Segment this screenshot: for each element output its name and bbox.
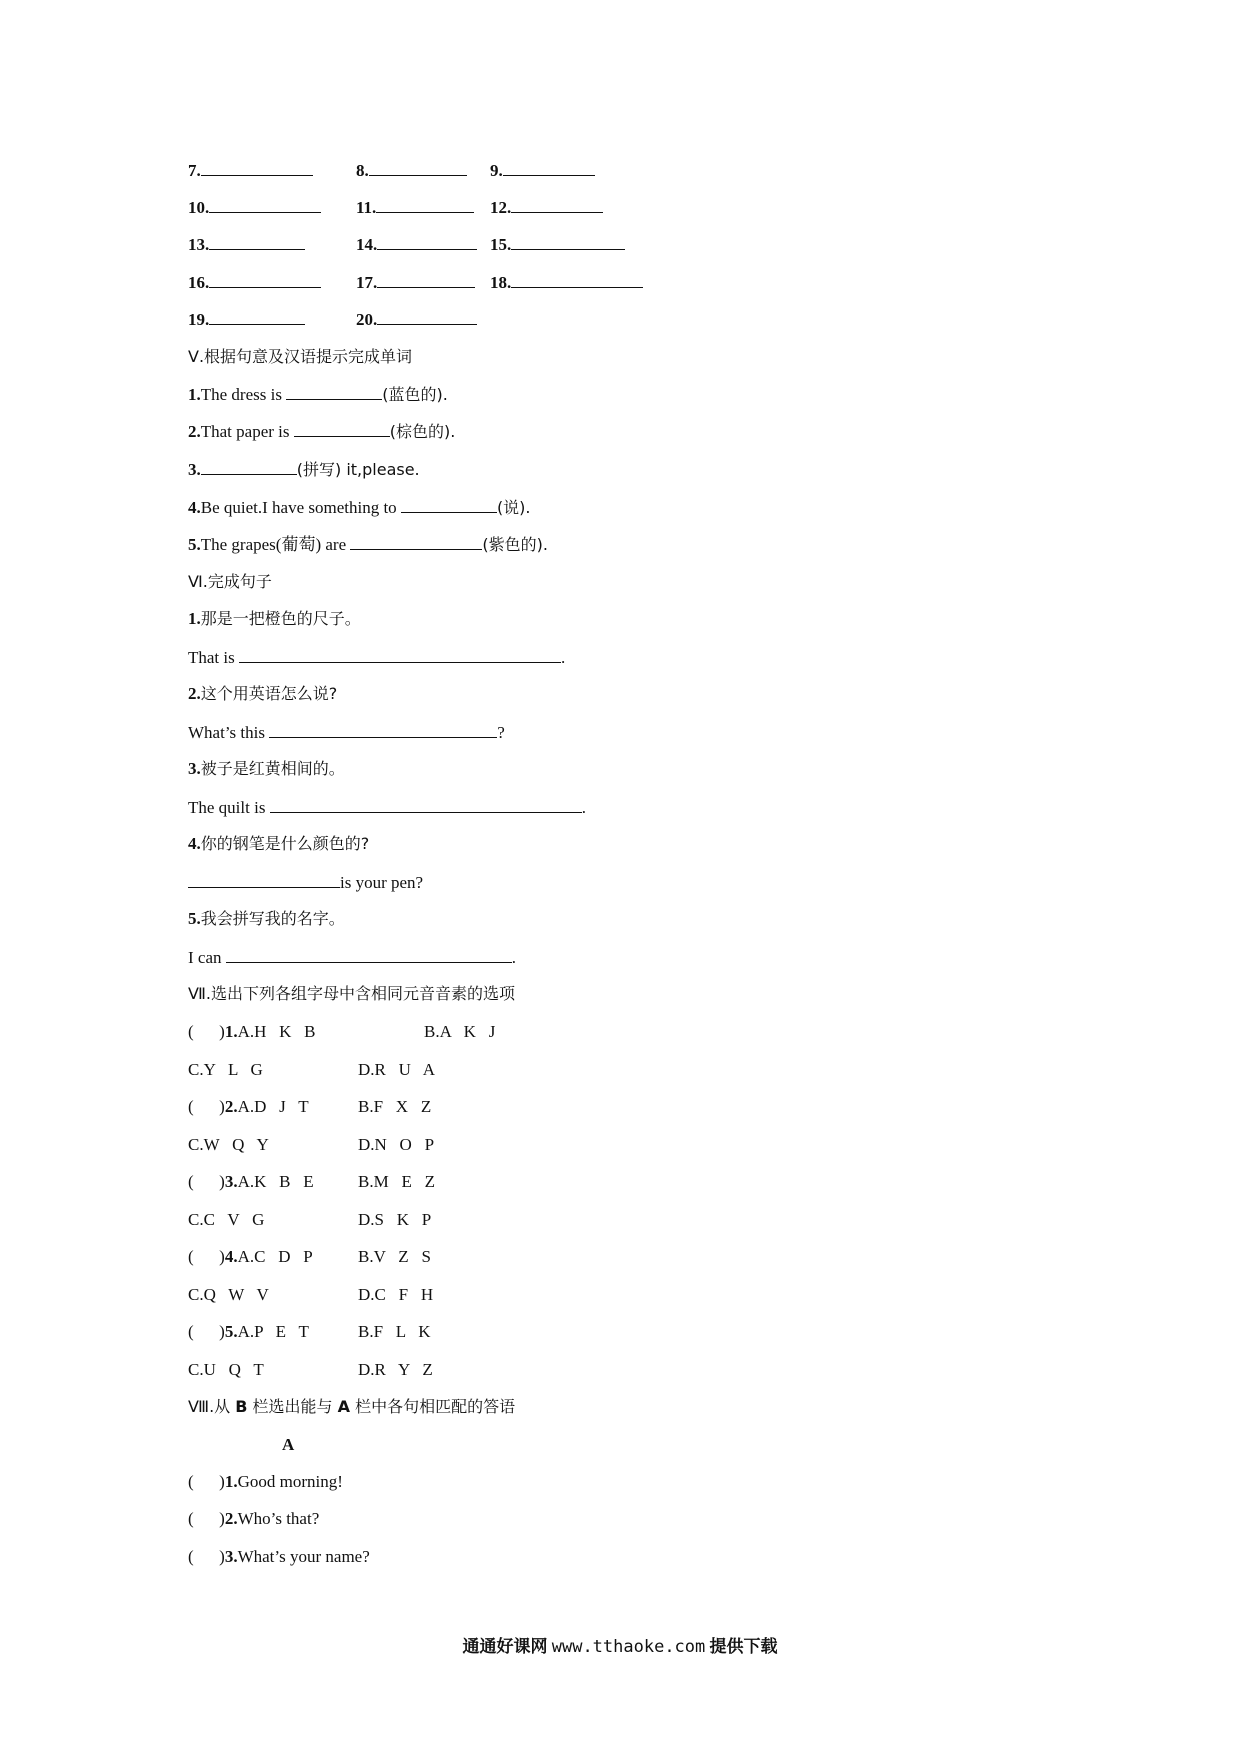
footer-site: 通通好课网 [462,1637,548,1657]
option-c: C.W Q Y [188,1135,269,1154]
item-number: 2. [224,1097,238,1116]
fill-word-item [188,458,420,481]
answer-blank[interactable] [286,383,382,400]
fill-word-item [188,533,548,556]
answer-grid-item [490,271,643,294]
item-number: 2. [188,422,201,441]
sentence-end: is your pen? [340,873,424,892]
chinese-sentence [188,908,345,930]
option-b: B.F X Z [358,1097,432,1116]
answer-parentheses: ( ) [188,1472,225,1491]
option-a: A.P E T [237,1322,309,1341]
option-d: D.C F H [358,1285,434,1304]
option-b: B.V Z S [358,1247,431,1266]
option-d: D.R Y Z [358,1360,433,1379]
item-number: 15. [490,235,512,254]
item-number: 3. [224,1172,238,1191]
option-b: B.A K J [424,1022,496,1041]
sentence-start: The quilt is [188,798,270,817]
answer-grid-item [490,196,603,219]
answer-blank[interactable] [209,233,305,250]
sentence-start: What’s this [188,723,270,742]
option-c: C.U Q T [188,1360,264,1379]
fill-word-item [188,420,455,443]
answer-blank[interactable] [511,233,625,250]
answer-grid-item [490,233,625,256]
sentence-end: . [511,948,517,967]
footer-url: www.tthaoke.com [551,1637,706,1657]
answer-blank[interactable] [209,271,321,288]
english-sentence [188,796,586,819]
footer-tail: 提供下载 [709,1637,778,1657]
item-number: 10. [188,198,210,217]
item-number: 5. [188,909,201,928]
sentence-end: . [561,648,566,667]
question-row [188,1021,316,1043]
chinese-text: 那是一把橙色的尺子。 [200,609,361,628]
sentence-end: ? [497,723,505,742]
item-number: 9. [490,161,503,180]
answer-grid-item [356,233,477,256]
answer-blank[interactable] [201,458,297,475]
answer-blank[interactable] [401,496,497,513]
column-a-header: A [282,1435,295,1454]
answer-parentheses: ( ) [188,1547,225,1566]
answer-blank[interactable] [377,233,477,250]
answer-blank[interactable] [377,308,477,325]
answer-grid-item [188,233,305,256]
match-item [188,1546,370,1568]
item-number: 20. [356,310,378,329]
answer-grid-item [188,159,313,182]
answer-grid-item [356,308,477,331]
item-number: 3. [188,759,201,778]
item-number: 12. [490,198,512,217]
item-number: 7. [188,161,201,180]
answer-grid-item [356,159,467,182]
chinese-sentence [188,758,345,780]
chinese-text: 你的钢笔是什么颜色的? [200,834,370,853]
chinese-hint: (蓝色的). [382,385,448,404]
answer-blank[interactable] [209,196,321,213]
item-number: 2. [224,1509,238,1528]
option-d: D.S K P [358,1210,432,1229]
item-number: 16. [188,273,210,292]
item-number: 19. [188,310,210,329]
item-text: What’s your name? [237,1547,370,1566]
chinese-hint: (棕色的). [389,422,456,441]
answer-grid-item [188,196,321,219]
option-a: A.C D P [237,1247,313,1266]
chinese-sentence [188,683,337,705]
answer-blank[interactable] [239,646,561,663]
chinese-sentence [188,608,361,630]
answer-parentheses: ( ) [188,1322,225,1341]
english-sentence [188,721,505,744]
section-8-heading: Ⅷ.从 B 栏选出能与 A 栏中各句相匹配的答语 [188,1397,516,1416]
chinese-text: 我会拼写我的名字。 [200,909,345,928]
answer-blank[interactable] [226,946,512,963]
answer-blank[interactable] [511,271,643,288]
sentence-end: . [581,798,586,817]
answer-grid-item [356,196,474,219]
item-number: 8. [356,161,369,180]
answer-grid-item [188,308,305,331]
item-text: Be quiet.I have something to [200,498,401,517]
item-number: 5. [188,535,201,554]
match-item [188,1471,343,1493]
item-number: 4. [188,498,201,517]
item-text: The grapes(葡萄) are [200,535,351,554]
english-sentence [188,946,516,969]
chinese-hint: (拼写) it,please. [296,460,420,479]
option-d: D.N O P [358,1135,435,1154]
option-b: B.F L K [358,1322,431,1341]
item-number: 11. [356,198,377,217]
item-number: 18. [490,273,512,292]
sentence-start: That is [188,648,239,667]
section-5-heading: Ⅴ.根据句意及汉语提示完成单词 [188,347,413,366]
answer-grid-item [490,159,595,182]
answer-blank[interactable] [377,271,475,288]
answer-parentheses: ( ) [188,1097,225,1116]
item-number: 4. [224,1247,238,1266]
answer-parentheses: ( ) [188,1022,225,1041]
english-sentence [188,871,423,894]
answer-grid-item [188,271,321,294]
item-number: 1. [224,1022,238,1041]
chinese-text: 这个用英语怎么说? [200,684,338,703]
option-a: A.H K B [237,1022,316,1041]
item-text: Good morning! [237,1472,343,1491]
match-item [188,1508,319,1530]
option-d: D.R U A [358,1060,435,1079]
section-7-heading: Ⅶ.选出下列各组字母中含相同元音音素的选项 [188,984,516,1003]
answer-blank[interactable] [511,196,603,213]
item-number: 17. [356,273,378,292]
option-a: A.D J T [237,1097,309,1116]
item-number: 4. [188,834,201,853]
sentence-start: I can [188,948,226,967]
fill-word-item [188,383,448,406]
answer-blank[interactable] [294,420,390,437]
answer-parentheses: ( ) [188,1172,225,1191]
option-c: C.Y L G [188,1060,263,1079]
english-sentence [188,646,565,669]
answer-blank[interactable] [270,796,582,813]
item-number: 1. [224,1472,238,1491]
chinese-hint: (说). [496,498,531,517]
item-number: 3. [188,460,201,479]
item-number: 5. [224,1322,238,1341]
footer [0,1632,1240,1657]
answer-grid-item [356,271,475,294]
item-number: 14. [356,235,378,254]
answer-parentheses: ( ) [188,1247,225,1266]
section-6-heading: Ⅵ.完成句子 [188,572,272,591]
item-text: That paper is [200,422,294,441]
answer-blank[interactable] [269,721,497,738]
question-row [188,1321,309,1343]
answer-blank[interactable] [209,308,305,325]
chinese-hint: (紫色的). [482,535,548,554]
question-row [188,1246,313,1268]
option-c: C.Q W V [188,1285,269,1304]
item-number: 3. [224,1547,238,1566]
answer-blank[interactable] [201,159,313,176]
chinese-text: 被子是红黄相间的。 [200,759,345,778]
question-row [188,1171,314,1193]
question-row [188,1096,309,1118]
item-number: 1. [188,385,201,404]
answer-blank[interactable] [350,533,482,550]
item-number: 13. [188,235,210,254]
item-number: 2. [188,684,201,703]
option-c: C.C V G [188,1210,265,1229]
option-a: A.K B E [237,1172,314,1191]
item-text: Who’s that? [237,1509,320,1528]
item-text: The dress is [200,385,287,404]
chinese-sentence [188,833,369,855]
answer-blank[interactable] [369,159,467,176]
option-b: B.M E Z [358,1172,435,1191]
fill-word-item [188,496,531,519]
answer-blank[interactable] [503,159,595,176]
answer-blank[interactable] [188,871,340,888]
answer-blank[interactable] [376,196,474,213]
item-number: 1. [188,609,201,628]
answer-parentheses: ( ) [188,1509,225,1528]
